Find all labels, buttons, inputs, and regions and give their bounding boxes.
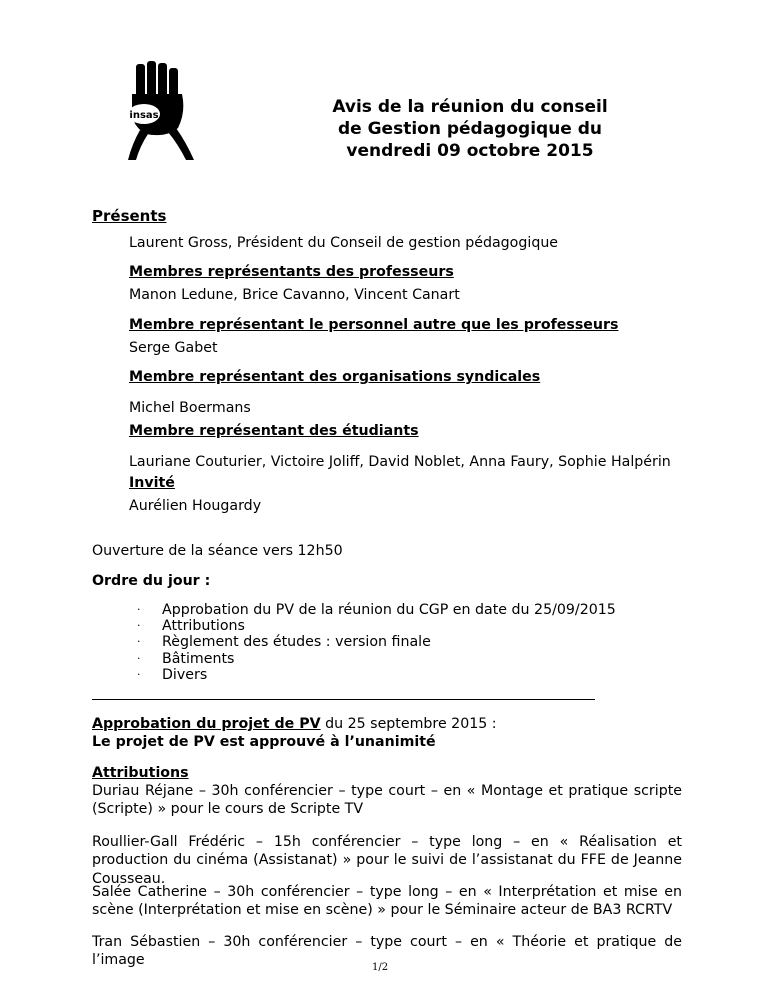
group-heading-professeurs: Membres représentants des professeurs [129, 264, 454, 280]
bullet-icon: · [137, 667, 141, 681]
group-names-syndicales: Michel Boermans [129, 400, 251, 416]
opening-line: Ouverture de la séance vers 12h50 [92, 543, 343, 559]
group-heading-personnel: Membre représentant le personnel autre que les professeurs [129, 317, 619, 333]
section-divider [92, 699, 595, 700]
agenda-item [137, 602, 616, 618]
bullet-icon: · [137, 651, 141, 665]
approval-heading-date: du 25 septembre 2015 : [320, 716, 497, 732]
approval-result: Le projet de PV est approuvé à l’unanimité [92, 734, 436, 750]
agenda-item-text: Attributions [162, 618, 245, 635]
group-heading-syndicales: Membre représentant des organisations syndicales [129, 369, 541, 385]
agenda-item [137, 634, 616, 650]
group-heading-etudiants: Membre représentant des étudiants [129, 423, 419, 439]
agenda-item [137, 618, 616, 634]
logo-text: insas [129, 110, 159, 121]
attribution-entry: Salée Catherine – 30h conférencier – type long – en « Interprétation et mise en scène (Interprétation et mise en scène) » pour le Séminaire acteur de BA3 RCRTV [92, 884, 682, 919]
agenda-item-text: Règlement des études : version finale [162, 634, 431, 651]
agenda-item [137, 651, 616, 667]
bullet-icon: · [137, 603, 141, 616]
group-names-professeurs: Manon Ledune, Brice Cavanno, Vincent Canart [129, 287, 460, 303]
document-title [300, 96, 640, 162]
agenda-item [137, 667, 616, 683]
presents-heading: Présents [92, 207, 167, 225]
title-line-1: Avis de la réunion du conseil [332, 97, 608, 117]
agenda-item-text: Bâtiments [162, 650, 235, 667]
approval-heading [92, 715, 497, 733]
group-names-etudiants: Lauriane Couturier, Victoire Joliff, David Noblet, Anna Faury, Sophie Halpérin [129, 454, 671, 470]
president-line: Laurent Gross, Président du Conseil de gestion pédagogique [129, 235, 559, 251]
bullet-icon: · [137, 619, 141, 633]
attributions-heading: Attributions [92, 765, 189, 781]
title-line-2: de Gestion pédagogique du [337, 119, 603, 139]
attribution-entry: Tran Sébastien – 30h conférencier – type court – en « Théorie et pratique de l’image [92, 934, 682, 969]
group-heading-invite: Invité [129, 475, 175, 491]
group-names-personnel: Serge Gabet [129, 340, 218, 356]
title-line-3: vendredi 09 octobre 2015 [346, 141, 594, 161]
agenda-heading: Ordre du jour : [92, 573, 211, 589]
bullet-icon: · [137, 635, 141, 649]
agenda-item-text: Divers [162, 666, 208, 683]
page-number: 1/2 [372, 962, 389, 973]
insas-logo [106, 60, 216, 162]
attribution-entry: Duriau Réjane – 30h conférencier – type court – en « Montage et pratique scripte (Scripte) » pour le cours de Scripte TV [92, 783, 682, 818]
agenda-list [137, 602, 616, 683]
attribution-entry: Roullier-Gall Frédéric – 15h conférencier – type long – en « Réalisation et production du cinéma (Assistanat) » pour le suivi de l’assistanat du FFE de Jeanne Cousseau. [92, 834, 682, 887]
approval-heading-title: Approbation du projet de PV [92, 716, 321, 732]
agenda-item-text: Approbation du PV de la réunion du CGP en date du 25/09/2015 [162, 602, 616, 618]
group-names-invite: Aurélien Hougardy [129, 498, 262, 514]
